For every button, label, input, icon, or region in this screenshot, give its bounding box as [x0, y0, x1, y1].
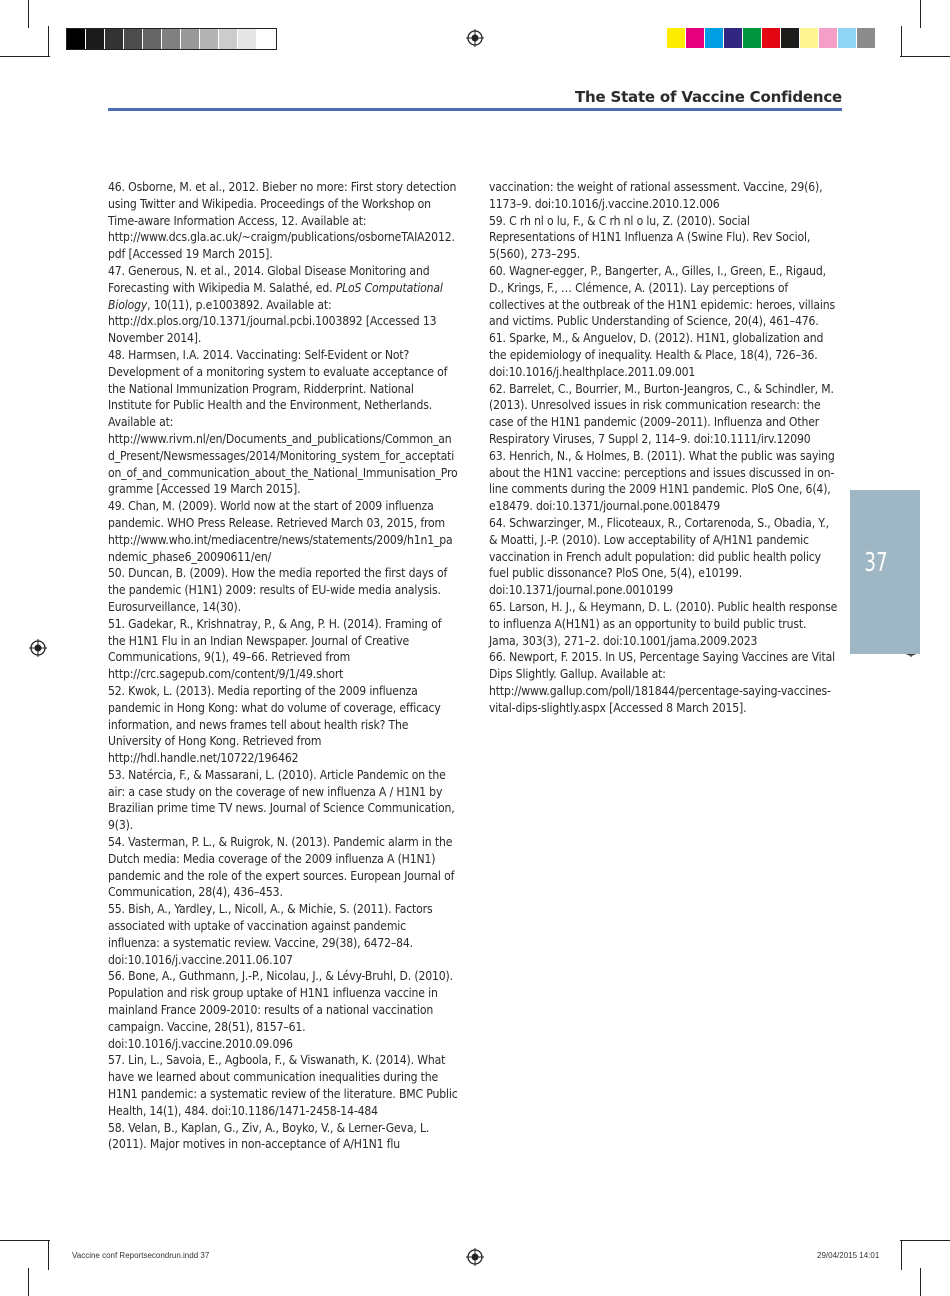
color-swatch — [181, 29, 200, 49]
reference-text: 52. Kwok, L. (2013). Media reporting of the 2009 influenza pandemic in Hong Kong: what do volume of coverage, efficacy information, and news frames tell about health risk? The University of Hong Kong. Retrieved from http://hdl.handle.net/10722/196462 — [108, 683, 441, 766]
color-swatch — [762, 28, 781, 48]
crop-mark — [900, 56, 950, 57]
color-swatch — [257, 29, 276, 49]
color-swatch — [238, 29, 257, 49]
reference-entry — [108, 683, 458, 767]
reference-text: 57. Lin, L., Savoia, E., Agboola, F., & Viswanath, K. (2014). What have we learned about communication inequalities during the H1N1 pandemic: a systematic review of the literature. BMC Public Health, 14(1), 484. doi:10.1186/1471-2458-14-484 — [108, 1053, 458, 1118]
reference-text: 47. Generous, N. et al., 2014. Global Disease Monitoring and Forecasting with Wikipedia M. Salathé, ed. — [108, 263, 430, 295]
reference-text: 61. Sparke, M., & Anguelov, D. (2012). H1N1, globalization and the epidemiology of inequality. Health & Place, 18(4), 726–36. doi:10.1016/j.healthplace.2011.09.001 — [489, 331, 824, 379]
color-swatch — [219, 29, 238, 49]
reference-entry — [489, 381, 839, 448]
references-right-column — [489, 179, 839, 717]
reference-entry — [489, 179, 839, 213]
color-swatch — [857, 28, 876, 48]
reference-entry — [108, 263, 458, 347]
footer-date-slug: 29/04/2015 14:01 — [817, 1251, 880, 1260]
color-swatch — [819, 28, 838, 48]
reference-entry — [108, 1120, 458, 1154]
reference-entry — [489, 599, 839, 649]
color-swatch — [105, 29, 124, 49]
header-rule — [108, 108, 842, 111]
reference-entry — [108, 767, 458, 834]
color-swatch — [838, 28, 857, 48]
color-swatch — [686, 28, 705, 48]
reference-entry — [108, 616, 458, 683]
page-number: 37 — [864, 548, 888, 578]
color-swatch — [800, 28, 819, 48]
reference-text: , 10(11), p.e1003892. Available at: http://dx.plos.org/10.1371/journal.pcbi.1003892 [Accessed 13 November 2014]. — [108, 297, 437, 346]
references-left-column — [108, 179, 458, 1153]
reference-journal: PLoS Computational Biology — [108, 280, 443, 312]
reference-entry — [108, 968, 458, 1052]
crop-mark — [48, 1240, 49, 1270]
color-swatch — [162, 29, 181, 49]
reference-text: 54. Vasterman, P. L., & Ruigrok, N. (2013). Pandemic alarm in the Dutch media: Media coverage of the 2009 influenza A (H1N1) pandemic and the role of the expert sources. European Journal of Communication, 28(4), 436–453. — [108, 835, 455, 900]
color-swatch — [86, 29, 105, 49]
reference-text: 59. C rh nl o lu, F., & C rh nl o lu, Z. (2010). Social Representations of H1N1 Influenza A (Swine Flu). Rev Sociol, 5(560), 273–295. — [489, 213, 811, 262]
reference-entry — [108, 498, 458, 565]
reference-entry — [108, 347, 458, 498]
crop-mark — [900, 1240, 950, 1241]
reference-entry — [489, 649, 839, 716]
reference-text: 55. Bish, A., Yardley, L., Nicoll, A., & Michie, S. (2011). Factors associated with uptake of vaccination against pandemic influenza: a systematic review. Vaccine, 29(38), 6472–84. doi:10.1016/j.vaccine.2011.06.107 — [108, 902, 433, 967]
reference-entry — [108, 565, 458, 615]
reference-entry — [489, 515, 839, 599]
registration-mark-icon — [466, 1248, 484, 1266]
reference-text: 48. Harmsen, I.A. 2014. Vaccinating: Self-Evident or Not? Development of a monitoring system to evaluate acceptance of the National Immunization Program, Ridderprint. National Institute for Public Health and the Environment, Netherlands. Available at: http://www.rivm.nl/en/Documents_and_publications/Common_and_Present/Newsmessages/2014/Monitoring_system_for_acceptation_of_and_communication_about_the_National_Immunisation_Programme [Accessed 19 March 2015]. — [108, 347, 458, 497]
registration-mark-icon — [466, 29, 484, 47]
reference-text: 60. Wagner-egger, P., Bangerter, A., Gilles, I., Green, E., Rigaud, D., Krings, F., … Clémence, A. (2011). Lay perceptions of collectives at the outbreak of the H1N1 epidemic: heroes, villains and victims. Public Understanding of Science, 20(4), 461–476. — [489, 263, 836, 329]
crop-mark — [28, 1268, 29, 1296]
reference-text: 66. Newport, F. 2015. In US, Percentage Saying Vaccines are Vital Dips Slightly. Gallup. Available at: http://www.gallup.com/poll/181844/percentage-saying-vaccines-vital-dips-slightly.aspx [Accessed 8 March 2015]. — [489, 650, 836, 715]
reference-text: 63. Henrich, N., & Holmes, B. (2011). What the public was saying about the H1N1 vaccine: perceptions and issues discussed in on-line comments during the 2009 H1N1 pandemic. PloS One, 6(4), e18479. doi:10.1371/journal.pone.0018479 — [489, 448, 835, 514]
color-swatch — [743, 28, 762, 48]
crop-mark — [48, 26, 49, 56]
reference-entry — [108, 179, 458, 263]
crop-mark — [28, 0, 29, 28]
color-swatch — [667, 28, 686, 48]
reference-text: vaccination: the weight of rational assessment. Vaccine, 29(6), 1173–9. doi:10.1016/j.vaccine.2010.12.006 — [489, 180, 823, 211]
reference-text: 49. Chan, M. (2009). World now at the start of 2009 influenza pandemic. WHO Press Release. Retrieved March 03, 2015, from http://www.who.int/mediacentre/news/statements/2009/h1n1_pandemic_phase6_20090611/en/ — [108, 499, 453, 564]
crop-mark — [0, 56, 50, 57]
reference-text: 64. Schwarzinger, M., Flicoteaux, R., Cortarenoda, S., Obadia, Y., & Moatti, J.-P. (2010). Low acceptability of A/H1N1 pandemic vaccination in French adult population: did public health policy fuel public dissonance? PloS One, 5(4), e10199. doi:10.1371/journal.pone.0010199 — [489, 515, 829, 598]
registration-mark-icon — [29, 639, 47, 657]
color-swatch — [705, 28, 724, 48]
reference-text: 56. Bone, A., Guthmann, J.-P., Nicolau, J., & Lévy-Bruhl, D. (2010). Population and risk group uptake of H1N1 influenza vaccine in mainland France 2009-2010: results of a national vaccination campaign. Vaccine, 28(51), 8157–61. doi:10.1016/j.vaccine.2010.09.096 — [108, 969, 453, 1051]
color-swatch — [781, 28, 800, 48]
reference-text: 58. Velan, B., Kaplan, G., Ziv, A., Boyko, V., & Lerner-Geva, L. (2011). Major motives in non-acceptance of A/H1N1 flu — [108, 1120, 430, 1152]
color-swatch — [200, 29, 219, 49]
reference-entry — [108, 901, 458, 968]
reference-entry — [108, 834, 458, 901]
crop-mark — [920, 1268, 921, 1296]
page-number-tab — [850, 490, 920, 654]
footer-file-slug: Vaccine conf Reportsecondrun.indd 37 — [72, 1251, 210, 1260]
reference-entry — [489, 448, 839, 515]
running-header-title: The State of Vaccine Confidence — [574, 88, 842, 106]
color-swatch — [124, 29, 143, 49]
reference-text: 53. Natércia, F., & Massarani, L. (2010). Article Pandemic on the air: a case study on the coverage of new influenza A / H1N1 by Brazilian prime time TV news. Journal of Science Communication, 9(3). — [108, 767, 455, 833]
color-swatch — [67, 29, 86, 49]
reference-entry — [489, 263, 839, 330]
reference-entry — [489, 330, 839, 380]
crop-mark — [920, 0, 921, 28]
reference-text: 50. Duncan, B. (2009). How the media reported the first days of the pandemic (H1N1) 2009: results of EU-wide media analysis. Eurosurveillance, 14(30). — [108, 566, 448, 614]
reference-text: 65. Larson, H. J., & Heymann, D. L. (2010). Public health response to influenza A(H1N1) as an opportunity to build public trust. Jama, 303(3), 271–2. doi:10.1001/jama.2009.2023 — [489, 599, 838, 648]
grayscale-bar — [66, 28, 277, 50]
crop-mark — [901, 26, 902, 56]
color-swatch — [724, 28, 743, 48]
reference-entry — [108, 1052, 458, 1119]
process-color-bar — [667, 28, 876, 48]
reference-text: 51. Gadekar, R., Krishnatray, P., & Ang, P. H. (2014). Framing of the H1N1 Flu in an Indian Newspaper. Journal of Creative Communications, 9(1), 49–66. Retrieved from http://crc.sagepub.com/content/9/1/49.short — [108, 616, 442, 682]
reference-entry — [489, 213, 839, 263]
reference-text: 46. Osborne, M. et al., 2012. Bieber no more: First story detection using Twitter and Wikipedia. Proceedings of the Workshop on Time-aware Information Access, 12. Available at: http://www.dcs.gla.ac.uk/~craigm/publications/osborneTAIA2012.pdf [Accessed 19 March 2015]. — [108, 180, 457, 262]
reference-text: 62. Barrelet, C., Bourrier, M., Burton-Jeangros, C., & Schindler, M. (2013). Unresolved issues in risk communication research: the case of the H1N1 pandemic (2009–2011). Influenza and Other Respiratory Viruses, 7 Suppl 2, 114–9. doi:10.1111/irv.12090 — [489, 381, 834, 446]
crop-mark — [0, 1240, 50, 1241]
color-swatch — [143, 29, 162, 49]
crop-mark — [901, 1240, 902, 1270]
